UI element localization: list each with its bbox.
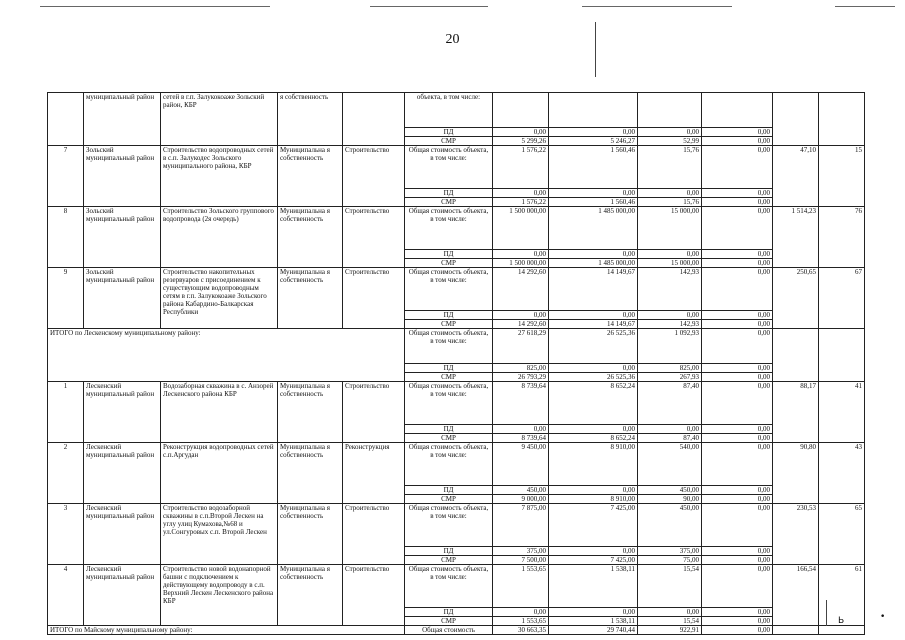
total-value: 1 092,93 xyxy=(638,329,702,364)
smr-row-value: 8 910,00 xyxy=(549,495,638,504)
row-number xyxy=(48,93,84,146)
pd-row-value: 0,00 xyxy=(702,547,773,556)
cost-label-cell: Общая стоимость xyxy=(405,626,493,635)
pd-row-value: 0,00 xyxy=(702,189,773,198)
pd-row-value: 0,00 xyxy=(549,547,638,556)
row-number: 8 xyxy=(48,207,84,268)
corner-dot: • xyxy=(880,612,886,622)
cost-label-cell: Общая стоимость объекта, в том числе: xyxy=(405,443,493,486)
row-number: 3 xyxy=(48,504,84,565)
smr-row-value: 267,93 xyxy=(638,373,702,382)
ownership-cell: я собственность xyxy=(278,93,343,146)
total-value: 0,00 xyxy=(702,268,773,311)
total-row xyxy=(48,626,905,635)
total-value xyxy=(702,93,773,128)
district-cell: муниципальный район xyxy=(84,93,161,146)
empty-cell xyxy=(773,329,819,382)
pd-row-value: 0,00 xyxy=(638,189,702,198)
smr-row-value: 1 538,11 xyxy=(549,617,638,626)
ownership-cell: Муниципальна я собственность xyxy=(278,504,343,565)
pd-row-label: ПД xyxy=(405,547,493,556)
cost-label-cell: Общая стоимость объекта, в том числе: xyxy=(405,565,493,608)
total-value: 1 576,22 xyxy=(493,146,549,189)
total-value: 450,00 xyxy=(638,504,702,547)
table-row xyxy=(48,565,905,608)
total-value: 14 292,60 xyxy=(493,268,549,311)
smr-row-label: СМР xyxy=(405,556,493,565)
corner-mark: Ь xyxy=(838,616,845,626)
work-type-cell: Строительство xyxy=(343,207,405,268)
smr-row-label: СМР xyxy=(405,137,493,146)
total-value xyxy=(549,93,638,128)
pd-row-value: 0,00 xyxy=(549,189,638,198)
district-cell: Лескенский муниципальный район xyxy=(84,565,161,626)
smr-row-value: 8 652,24 xyxy=(549,434,638,443)
smr-row-value: 0,00 xyxy=(702,137,773,146)
pd-row-label: ПД xyxy=(405,189,493,198)
total-value: 1 500 000,00 xyxy=(493,207,549,250)
total-value xyxy=(638,93,702,128)
total-value: 1 553,65 xyxy=(493,565,549,608)
smr-row-value: 15,76 xyxy=(638,198,702,207)
indicator-cell xyxy=(819,93,865,146)
district-cell: Зольский муниципальный район xyxy=(84,268,161,329)
pd-row-label: ПД xyxy=(405,250,493,259)
document-table xyxy=(47,92,905,635)
table-row xyxy=(48,382,905,425)
indicator-cell: 47,10 xyxy=(773,146,819,207)
smr-row-value: 1 576,22 xyxy=(493,198,549,207)
scan-mark-vertical xyxy=(595,22,596,77)
smr-row-value: 0,00 xyxy=(702,198,773,207)
smr-row-value: 0,00 xyxy=(702,320,773,329)
indicator-cell: 88,17 xyxy=(773,382,819,443)
project-name-cell: Строительство водозаборной скважины в с.п.Второй Лескен на углу улиц Кумахова,№68 и ул.Сонгуровых с.п. Второй Лескен xyxy=(161,504,278,565)
total-value: 1 538,11 xyxy=(549,565,638,608)
district-cell: Лескенский муниципальный район xyxy=(84,382,161,443)
pd-row-value: 0,00 xyxy=(702,311,773,320)
cost-label-cell: Общая стоимость объекта, в том числе: xyxy=(405,329,493,364)
smr-row-value: 90,00 xyxy=(638,495,702,504)
row-number: 4 xyxy=(48,565,84,626)
cost-label-cell: Общая стоимость объекта, в том числе: xyxy=(405,268,493,311)
project-name-cell: Водозаборная скважина в с. Анзорей Лескенского района КБР xyxy=(161,382,278,443)
project-name-cell: Строительство накопительных резервуаров с присоединением к существующим водопроводным сетям в г.п. Залукокоаже Зольского района Кабардино-Балкарская Республики xyxy=(161,268,278,329)
pd-row-value: 0,00 xyxy=(493,425,549,434)
total-value: 8 652,24 xyxy=(549,382,638,425)
smr-row-value: 5 246,27 xyxy=(549,137,638,146)
indicator-cell: 90,80 xyxy=(773,443,819,504)
project-name-cell: Реконструкция водопроводных сетей с.п.Аргудан xyxy=(161,443,278,504)
total-value: 0,00 xyxy=(702,565,773,608)
row-number: 2 xyxy=(48,443,84,504)
smr-row-label: СМР xyxy=(405,434,493,443)
work-type-cell: Реконструкция xyxy=(343,443,405,504)
pd-row-value: 0,00 xyxy=(702,608,773,617)
total-value: 9 450,00 xyxy=(493,443,549,486)
pd-row-value: 825,00 xyxy=(493,364,549,373)
pd-row-value: 0,00 xyxy=(702,364,773,373)
smr-row-value: 52,99 xyxy=(638,137,702,146)
pd-row-value: 0,00 xyxy=(493,311,549,320)
total-value: 29 740,44 xyxy=(549,626,638,635)
pd-row-value: 450,00 xyxy=(493,486,549,495)
indicator-cell: 67 xyxy=(819,268,865,329)
table-row xyxy=(48,504,905,547)
work-type-cell: Строительство xyxy=(343,382,405,443)
scan-top-line-3 xyxy=(582,6,732,7)
indicator-cell: 1 514,23 xyxy=(773,207,819,268)
pd-row-label: ПД xyxy=(405,608,493,617)
smr-row-value: 7 425,00 xyxy=(549,556,638,565)
pd-row-value: 0,00 xyxy=(638,250,702,259)
smr-row-label: СМР xyxy=(405,617,493,626)
total-value: 26 525,36 xyxy=(549,329,638,364)
table-row xyxy=(48,268,905,311)
work-type-cell: Строительство xyxy=(343,268,405,329)
total-value: 15,76 xyxy=(638,146,702,189)
cost-label-cell: Общая стоимость объекта, в том числе: xyxy=(405,504,493,547)
smr-row-value: 14 149,67 xyxy=(549,320,638,329)
empty-cell xyxy=(773,626,819,635)
table-row xyxy=(48,443,905,486)
row-number: 1 xyxy=(48,382,84,443)
total-label: ИТОГО по Лескенскому муниципальному району: xyxy=(48,329,405,382)
smr-row-value: 15,54 xyxy=(638,617,702,626)
pd-row-value: 0,00 xyxy=(493,608,549,617)
pd-row-value: 0,00 xyxy=(549,250,638,259)
smr-row-value: 0,00 xyxy=(702,556,773,565)
total-value: 0,00 xyxy=(702,626,773,635)
smr-row-value: 0,00 xyxy=(702,373,773,382)
pd-row-value: 0,00 xyxy=(549,311,638,320)
total-value: 0,00 xyxy=(702,504,773,547)
smr-row-label: СМР xyxy=(405,259,493,268)
pd-row-label: ПД xyxy=(405,364,493,373)
district-cell: Зольский муниципальный район xyxy=(84,146,161,207)
scan-mark-vertical-lower xyxy=(826,600,827,626)
smr-row-label: СМР xyxy=(405,373,493,382)
table-row xyxy=(48,207,905,250)
pd-row-value: 0,00 xyxy=(549,128,638,137)
smr-row-value: 0,00 xyxy=(702,259,773,268)
total-value: 922,91 xyxy=(638,626,702,635)
total-value: 0,00 xyxy=(702,146,773,189)
total-value: 0,00 xyxy=(702,443,773,486)
empty-cell xyxy=(819,626,865,635)
ownership-cell: Муниципальна я собственность xyxy=(278,146,343,207)
pd-row-value: 0,00 xyxy=(638,128,702,137)
total-value: 1 485 000,00 xyxy=(549,207,638,250)
indicator-cell: 65 xyxy=(819,504,865,565)
smr-row-value: 142,93 xyxy=(638,320,702,329)
pd-row-value: 0,00 xyxy=(549,425,638,434)
indicator-cell: 166,54 xyxy=(773,565,819,626)
project-name-cell: Строительство Зольского группового водопровода (2я очередь) xyxy=(161,207,278,268)
smr-row-value: 0,00 xyxy=(702,495,773,504)
pd-row-value: 0,00 xyxy=(549,364,638,373)
ownership-cell: Муниципальна я собственность xyxy=(278,207,343,268)
pd-row-value: 0,00 xyxy=(702,486,773,495)
project-name-cell: сетей в г.п. Залукокоаже Зольский район, КБР xyxy=(161,93,278,146)
smr-row-value: 1 553,65 xyxy=(493,617,549,626)
total-value: 15,54 xyxy=(638,565,702,608)
smr-row-value: 0,00 xyxy=(702,617,773,626)
smr-row-value: 9 000,00 xyxy=(493,495,549,504)
smr-row-value: 14 292,60 xyxy=(493,320,549,329)
total-value xyxy=(493,93,549,128)
total-value: 30 663,35 xyxy=(493,626,549,635)
total-value: 0,00 xyxy=(702,207,773,250)
smr-row-value: 7 500,00 xyxy=(493,556,549,565)
ownership-cell: Муниципальна я собственность xyxy=(278,382,343,443)
pd-row-value: 375,00 xyxy=(493,547,549,556)
row-number: 7 xyxy=(48,146,84,207)
total-value: 8 739,64 xyxy=(493,382,549,425)
total-value: 0,00 xyxy=(702,329,773,364)
project-name-cell: Строительство новой водонапорной башни с подключением к действующему водопроводу в с.п. Верхний Лескен Лескенского района КБР xyxy=(161,565,278,626)
pd-row-value: 0,00 xyxy=(702,425,773,434)
cost-label-cell: Общая стоимость объекта, в том числе: xyxy=(405,146,493,189)
work-type-cell: Строительство xyxy=(343,146,405,207)
pd-row-value: 0,00 xyxy=(702,250,773,259)
smr-row-label: СМР xyxy=(405,495,493,504)
pd-row-value: 0,00 xyxy=(493,128,549,137)
total-value: 142,93 xyxy=(638,268,702,311)
ownership-cell: Муниципальна я собственность xyxy=(278,565,343,626)
scan-top-line-1 xyxy=(40,6,270,7)
pd-row-label: ПД xyxy=(405,311,493,320)
total-value: 14 149,67 xyxy=(549,268,638,311)
empty-cell xyxy=(819,329,865,382)
smr-row-value: 87,40 xyxy=(638,434,702,443)
smr-row-value: 15 000,00 xyxy=(638,259,702,268)
smr-row-value: 75,00 xyxy=(638,556,702,565)
indicator-cell: 43 xyxy=(819,443,865,504)
indicator-cell: 61 xyxy=(819,565,865,626)
table-row xyxy=(48,146,905,189)
ownership-cell: Муниципальна я собственность xyxy=(278,443,343,504)
total-label: ИТОГО по Майскому муниципальному району: xyxy=(48,626,405,635)
smr-row-value: 1 485 000,00 xyxy=(549,259,638,268)
pd-row-value: 0,00 xyxy=(638,311,702,320)
pd-row-value: 0,00 xyxy=(638,608,702,617)
total-value: 15 000,00 xyxy=(638,207,702,250)
smr-row-value: 8 739,64 xyxy=(493,434,549,443)
work-type-cell xyxy=(343,93,405,146)
work-type-cell: Строительство xyxy=(343,504,405,565)
smr-row-value: 1 560,46 xyxy=(549,198,638,207)
indicator-cell xyxy=(773,93,819,146)
indicator-cell: 15 xyxy=(819,146,865,207)
row-number: 9 xyxy=(48,268,84,329)
pd-row-value: 0,00 xyxy=(638,425,702,434)
cost-label-cell: Общая стоимость объекта, в том числе: xyxy=(405,207,493,250)
pd-row-value: 0,00 xyxy=(549,608,638,617)
pd-row-value: 825,00 xyxy=(638,364,702,373)
smr-row-value: 1 500 000,00 xyxy=(493,259,549,268)
scan-top-line-4 xyxy=(835,6,895,7)
total-value: 8 910,00 xyxy=(549,443,638,486)
ownership-cell: Муниципальна я собственность xyxy=(278,268,343,329)
district-cell: Зольский муниципальный район xyxy=(84,207,161,268)
total-value: 7 425,00 xyxy=(549,504,638,547)
total-row xyxy=(48,329,905,364)
indicator-cell: 76 xyxy=(819,207,865,268)
pd-row-value: 0,00 xyxy=(702,128,773,137)
smr-row-label: СМР xyxy=(405,320,493,329)
pd-row-value: 0,00 xyxy=(549,486,638,495)
indicator-cell: 250,65 xyxy=(773,268,819,329)
smr-row-label: СМР xyxy=(405,198,493,207)
pd-row-label: ПД xyxy=(405,425,493,434)
work-type-cell: Строительство xyxy=(343,565,405,626)
pd-row-label: ПД xyxy=(405,486,493,495)
smr-row-value: 5 299,26 xyxy=(493,137,549,146)
scan-top-line-2 xyxy=(370,6,488,7)
total-value: 7 875,00 xyxy=(493,504,549,547)
pd-row-value: 375,00 xyxy=(638,547,702,556)
total-value: 0,00 xyxy=(702,382,773,425)
district-cell: Лескенский муниципальный район xyxy=(84,504,161,565)
smr-row-value: 26 525,36 xyxy=(549,373,638,382)
total-value: 87,40 xyxy=(638,382,702,425)
cost-label-cell: объекта, в том числе: xyxy=(405,93,493,128)
table-row xyxy=(48,93,905,128)
page-number: 20 xyxy=(445,32,460,47)
project-name-cell: Строительство водопроводных сетей в с.п. Залукодес Зольского муниципального района, КБР xyxy=(161,146,278,207)
smr-row-value: 26 793,29 xyxy=(493,373,549,382)
pd-row-value: 0,00 xyxy=(493,189,549,198)
pd-row-label: ПД xyxy=(405,128,493,137)
pd-row-value: 0,00 xyxy=(493,250,549,259)
smr-row-value: 0,00 xyxy=(702,434,773,443)
indicator-cell: 230,53 xyxy=(773,504,819,565)
total-value: 1 560,46 xyxy=(549,146,638,189)
pd-row-value: 450,00 xyxy=(638,486,702,495)
indicator-cell: 41 xyxy=(819,382,865,443)
district-cell: Лескенский муниципальный район xyxy=(84,443,161,504)
cost-label-cell: Общая стоимость объекта, в том числе: xyxy=(405,382,493,425)
total-value: 540,00 xyxy=(638,443,702,486)
total-value: 27 618,29 xyxy=(493,329,549,364)
